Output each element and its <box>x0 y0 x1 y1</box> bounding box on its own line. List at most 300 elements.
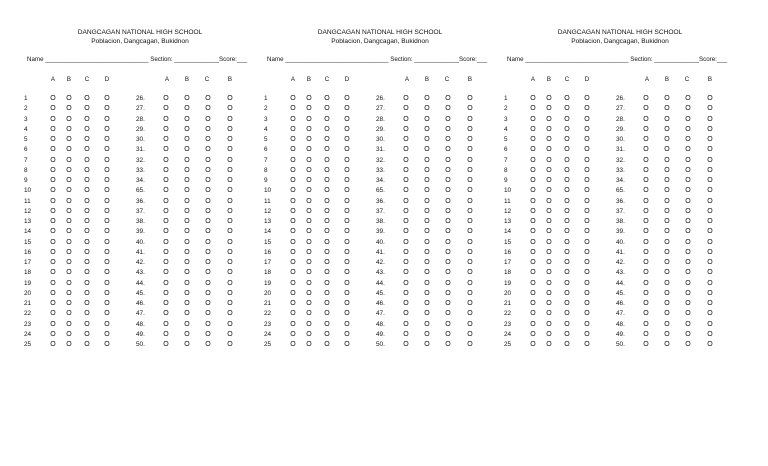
answer-bubble[interactable]: O <box>84 207 90 215</box>
answer-bubble[interactable]: O <box>530 310 536 318</box>
answer-bubble[interactable]: O <box>564 228 570 236</box>
answer-bubble[interactable]: O <box>685 115 691 123</box>
answer-bubble[interactable]: O <box>163 238 169 246</box>
answer-bubble[interactable]: O <box>445 289 451 297</box>
answer-bubble[interactable]: O <box>685 341 691 348</box>
answer-bubble[interactable]: O <box>584 156 590 164</box>
answer-bubble[interactable]: O <box>643 177 649 184</box>
answer-bubble[interactable]: O <box>546 218 552 225</box>
answer-bubble[interactable]: O <box>445 228 451 236</box>
answer-bubble[interactable]: O <box>163 136 169 143</box>
answer-bubble[interactable]: O <box>50 289 56 297</box>
answer-bubble[interactable]: O <box>685 125 691 133</box>
answer-bubble[interactable]: O <box>530 105 536 113</box>
answer-bubble[interactable]: O <box>467 146 473 154</box>
answer-bubble[interactable]: O <box>290 330 296 338</box>
answer-bubble[interactable]: O <box>467 136 473 143</box>
answer-bubble[interactable]: O <box>584 289 590 297</box>
answer-bubble[interactable]: O <box>290 177 296 184</box>
answer-bubble[interactable]: O <box>707 310 713 318</box>
answer-bubble[interactable]: O <box>184 125 190 133</box>
answer-bubble[interactable]: O <box>584 218 590 225</box>
answer-bubble[interactable]: O <box>306 320 312 328</box>
answer-bubble[interactable]: O <box>445 330 451 338</box>
answer-bubble[interactable]: O <box>564 95 570 102</box>
answer-bubble[interactable]: O <box>564 279 570 287</box>
answer-bubble[interactable]: O <box>205 105 211 113</box>
answer-bubble[interactable]: O <box>664 187 670 195</box>
answer-bubble[interactable]: O <box>664 279 670 287</box>
answer-bubble[interactable]: O <box>306 125 312 133</box>
answer-bubble[interactable]: O <box>664 177 670 184</box>
answer-bubble[interactable]: O <box>324 177 330 184</box>
answer-bubble[interactable]: O <box>643 289 649 297</box>
answer-bubble[interactable]: O <box>584 300 590 307</box>
answer-bubble[interactable]: O <box>184 269 190 277</box>
answer-bubble[interactable]: O <box>290 310 296 318</box>
answer-bubble[interactable]: O <box>424 187 430 195</box>
answer-bubble[interactable]: O <box>564 166 570 174</box>
answer-bubble[interactable]: O <box>530 207 536 215</box>
answer-bubble[interactable]: O <box>403 330 409 338</box>
answer-bubble[interactable]: O <box>685 166 691 174</box>
answer-bubble[interactable]: O <box>546 259 552 266</box>
answer-bubble[interactable]: O <box>685 105 691 113</box>
answer-bubble[interactable]: O <box>546 289 552 297</box>
answer-bubble[interactable]: O <box>530 259 536 266</box>
answer-bubble[interactable]: O <box>546 95 552 102</box>
answer-bubble[interactable]: O <box>324 238 330 246</box>
answer-bubble[interactable]: O <box>530 330 536 338</box>
answer-bubble[interactable]: O <box>163 310 169 318</box>
answer-bubble[interactable]: O <box>445 279 451 287</box>
answer-bubble[interactable]: O <box>564 115 570 123</box>
answer-bubble[interactable]: O <box>184 146 190 154</box>
answer-bubble[interactable]: O <box>104 136 110 143</box>
answer-bubble[interactable]: O <box>306 146 312 154</box>
answer-bubble[interactable]: O <box>424 228 430 236</box>
answer-bubble[interactable]: O <box>66 218 72 225</box>
answer-bubble[interactable]: O <box>290 187 296 195</box>
answer-bubble[interactable]: O <box>84 320 90 328</box>
answer-bubble[interactable]: O <box>324 269 330 277</box>
answer-bubble[interactable]: O <box>403 136 409 143</box>
answer-bubble[interactable]: O <box>324 289 330 297</box>
answer-bubble[interactable]: O <box>584 207 590 215</box>
answer-bubble[interactable]: O <box>205 146 211 154</box>
answer-bubble[interactable]: O <box>104 177 110 184</box>
answer-bubble[interactable]: O <box>564 238 570 246</box>
answer-bubble[interactable]: O <box>84 115 90 123</box>
answer-bubble[interactable]: O <box>50 125 56 133</box>
answer-bubble[interactable]: O <box>163 341 169 348</box>
answer-bubble[interactable]: O <box>205 289 211 297</box>
answer-bubble[interactable]: O <box>66 289 72 297</box>
answer-bubble[interactable]: O <box>445 197 451 205</box>
answer-bubble[interactable]: O <box>467 259 473 266</box>
answer-bubble[interactable]: O <box>205 156 211 164</box>
answer-bubble[interactable]: O <box>445 269 451 277</box>
answer-bubble[interactable]: O <box>84 218 90 225</box>
answer-bubble[interactable]: O <box>324 187 330 195</box>
answer-bubble[interactable]: O <box>424 146 430 154</box>
answer-bubble[interactable]: O <box>564 156 570 164</box>
answer-bubble[interactable]: O <box>685 95 691 102</box>
answer-bubble[interactable]: O <box>643 228 649 236</box>
answer-bubble[interactable]: O <box>227 289 233 297</box>
answer-bubble[interactable]: O <box>403 300 409 307</box>
answer-bubble[interactable]: O <box>530 187 536 195</box>
answer-bubble[interactable]: O <box>324 330 330 338</box>
answer-bubble[interactable]: O <box>445 166 451 174</box>
answer-bubble[interactable]: O <box>584 279 590 287</box>
answer-bubble[interactable]: O <box>324 115 330 123</box>
answer-bubble[interactable]: O <box>564 197 570 205</box>
answer-bubble[interactable]: O <box>184 300 190 307</box>
answer-bubble[interactable]: O <box>564 269 570 277</box>
answer-bubble[interactable]: O <box>104 146 110 154</box>
answer-bubble[interactable]: O <box>227 269 233 277</box>
answer-bubble[interactable]: O <box>66 187 72 195</box>
answer-bubble[interactable]: O <box>685 300 691 307</box>
answer-bubble[interactable]: O <box>324 166 330 174</box>
answer-bubble[interactable]: O <box>467 341 473 348</box>
answer-bubble[interactable]: O <box>564 300 570 307</box>
answer-bubble[interactable]: O <box>227 279 233 287</box>
score-field[interactable]: Score:___ <box>459 56 488 63</box>
answer-bubble[interactable]: O <box>205 341 211 348</box>
answer-bubble[interactable]: O <box>66 330 72 338</box>
answer-bubble[interactable]: O <box>104 289 110 297</box>
answer-bubble[interactable]: O <box>50 166 56 174</box>
answer-bubble[interactable]: O <box>467 177 473 184</box>
answer-bubble[interactable]: O <box>306 269 312 277</box>
answer-bubble[interactable]: O <box>530 95 536 102</box>
answer-bubble[interactable]: O <box>424 259 430 266</box>
answer-bubble[interactable]: O <box>163 95 169 102</box>
answer-bubble[interactable]: O <box>50 187 56 195</box>
answer-bubble[interactable]: O <box>306 310 312 318</box>
answer-bubble[interactable]: O <box>163 146 169 154</box>
answer-bubble[interactable]: O <box>546 269 552 277</box>
answer-bubble[interactable]: O <box>445 238 451 246</box>
answer-bubble[interactable]: O <box>445 259 451 266</box>
answer-bubble[interactable]: O <box>306 166 312 174</box>
answer-bubble[interactable]: O <box>685 248 691 256</box>
answer-bubble[interactable]: O <box>306 279 312 287</box>
answer-bubble[interactable]: O <box>163 269 169 277</box>
answer-bubble[interactable]: O <box>530 218 536 225</box>
answer-bubble[interactable]: O <box>163 320 169 328</box>
answer-bubble[interactable]: O <box>184 310 190 318</box>
answer-bubble[interactable]: O <box>227 300 233 307</box>
answer-bubble[interactable]: O <box>66 341 72 348</box>
answer-bubble[interactable]: O <box>403 259 409 266</box>
answer-bubble[interactable]: O <box>66 115 72 123</box>
answer-bubble[interactable]: O <box>643 310 649 318</box>
answer-bubble[interactable]: O <box>84 95 90 102</box>
answer-bubble[interactable]: O <box>344 125 350 133</box>
answer-bubble[interactable]: O <box>584 95 590 102</box>
answer-bubble[interactable]: O <box>324 218 330 225</box>
answer-bubble[interactable]: O <box>685 146 691 154</box>
answer-bubble[interactable]: O <box>643 125 649 133</box>
answer-bubble[interactable]: O <box>84 146 90 154</box>
answer-bubble[interactable]: O <box>163 197 169 205</box>
answer-bubble[interactable]: O <box>290 95 296 102</box>
answer-bubble[interactable]: O <box>66 207 72 215</box>
answer-bubble[interactable]: O <box>424 207 430 215</box>
answer-bubble[interactable]: O <box>584 259 590 266</box>
answer-bubble[interactable]: O <box>643 187 649 195</box>
answer-bubble[interactable]: O <box>290 197 296 205</box>
answer-bubble[interactable]: O <box>290 166 296 174</box>
answer-bubble[interactable]: O <box>643 320 649 328</box>
answer-bubble[interactable]: O <box>205 136 211 143</box>
answer-bubble[interactable]: O <box>643 279 649 287</box>
answer-bubble[interactable]: O <box>344 156 350 164</box>
answer-bubble[interactable]: O <box>104 320 110 328</box>
answer-bubble[interactable]: O <box>184 95 190 102</box>
answer-bubble[interactable]: O <box>564 146 570 154</box>
answer-bubble[interactable]: O <box>205 197 211 205</box>
answer-bubble[interactable]: O <box>306 228 312 236</box>
answer-bubble[interactable]: O <box>163 125 169 133</box>
answer-bubble[interactable]: O <box>344 207 350 215</box>
answer-bubble[interactable]: O <box>403 218 409 225</box>
answer-bubble[interactable]: O <box>403 197 409 205</box>
answer-bubble[interactable]: O <box>324 259 330 266</box>
answer-bubble[interactable]: O <box>584 146 590 154</box>
answer-bubble[interactable]: O <box>290 269 296 277</box>
answer-bubble[interactable]: O <box>685 330 691 338</box>
answer-bubble[interactable]: O <box>227 238 233 246</box>
answer-bubble[interactable]: O <box>66 156 72 164</box>
answer-bubble[interactable]: O <box>104 218 110 225</box>
answer-bubble[interactable]: O <box>424 95 430 102</box>
answer-bubble[interactable]: O <box>50 95 56 102</box>
answer-bubble[interactable]: O <box>403 146 409 154</box>
answer-bubble[interactable]: O <box>66 259 72 266</box>
answer-bubble[interactable]: O <box>104 259 110 266</box>
answer-bubble[interactable]: O <box>84 125 90 133</box>
answer-bubble[interactable]: O <box>643 136 649 143</box>
answer-bubble[interactable]: O <box>530 320 536 328</box>
answer-bubble[interactable]: O <box>344 115 350 123</box>
answer-bubble[interactable]: O <box>50 177 56 184</box>
answer-bubble[interactable]: O <box>66 197 72 205</box>
answer-bubble[interactable]: O <box>546 310 552 318</box>
answer-bubble[interactable]: O <box>290 115 296 123</box>
answer-bubble[interactable]: O <box>467 320 473 328</box>
answer-bubble[interactable]: O <box>324 228 330 236</box>
answer-bubble[interactable]: O <box>306 300 312 307</box>
answer-bubble[interactable]: O <box>403 95 409 102</box>
answer-bubble[interactable]: O <box>104 115 110 123</box>
answer-bubble[interactable]: O <box>707 269 713 277</box>
answer-bubble[interactable]: O <box>66 269 72 277</box>
answer-bubble[interactable]: O <box>424 197 430 205</box>
answer-bubble[interactable]: O <box>344 330 350 338</box>
answer-bubble[interactable]: O <box>467 197 473 205</box>
answer-bubble[interactable]: O <box>344 238 350 246</box>
answer-bubble[interactable]: O <box>445 341 451 348</box>
answer-bubble[interactable]: O <box>184 289 190 297</box>
answer-bubble[interactable]: O <box>445 320 451 328</box>
answer-bubble[interactable]: O <box>84 136 90 143</box>
answer-bubble[interactable]: O <box>546 330 552 338</box>
answer-bubble[interactable]: O <box>424 125 430 133</box>
answer-bubble[interactable]: O <box>643 95 649 102</box>
answer-bubble[interactable]: O <box>403 166 409 174</box>
answer-bubble[interactable]: O <box>344 341 350 348</box>
answer-bubble[interactable]: O <box>66 166 72 174</box>
answer-bubble[interactable]: O <box>584 238 590 246</box>
answer-bubble[interactable]: O <box>685 259 691 266</box>
answer-bubble[interactable]: O <box>84 197 90 205</box>
answer-bubble[interactable]: O <box>50 207 56 215</box>
answer-bubble[interactable]: O <box>344 289 350 297</box>
answer-bubble[interactable]: O <box>707 279 713 287</box>
answer-bubble[interactable]: O <box>546 228 552 236</box>
answer-bubble[interactable]: O <box>546 279 552 287</box>
answer-bubble[interactable]: O <box>184 136 190 143</box>
name-field[interactable]: Name ______________________________ <box>267 56 389 63</box>
answer-bubble[interactable]: O <box>324 156 330 164</box>
answer-bubble[interactable]: O <box>403 320 409 328</box>
answer-bubble[interactable]: O <box>50 238 56 246</box>
answer-bubble[interactable]: O <box>707 115 713 123</box>
answer-bubble[interactable]: O <box>467 207 473 215</box>
answer-bubble[interactable]: O <box>467 238 473 246</box>
answer-bubble[interactable]: O <box>50 156 56 164</box>
answer-bubble[interactable]: O <box>584 105 590 113</box>
answer-bubble[interactable]: O <box>290 300 296 307</box>
answer-bubble[interactable]: O <box>227 177 233 184</box>
answer-bubble[interactable]: O <box>184 228 190 236</box>
answer-bubble[interactable]: O <box>290 228 296 236</box>
answer-bubble[interactable]: O <box>643 218 649 225</box>
answer-bubble[interactable]: O <box>163 218 169 225</box>
answer-bubble[interactable]: O <box>306 248 312 256</box>
answer-bubble[interactable]: O <box>445 300 451 307</box>
answer-bubble[interactable]: O <box>584 248 590 256</box>
answer-bubble[interactable]: O <box>344 95 350 102</box>
answer-bubble[interactable]: O <box>205 320 211 328</box>
answer-bubble[interactable]: O <box>344 177 350 184</box>
answer-bubble[interactable]: O <box>184 166 190 174</box>
answer-bubble[interactable]: O <box>290 259 296 266</box>
answer-bubble[interactable]: O <box>564 330 570 338</box>
section-field[interactable]: Section: _____________ <box>150 56 220 63</box>
answer-bubble[interactable]: O <box>643 300 649 307</box>
answer-bubble[interactable]: O <box>424 269 430 277</box>
answer-bubble[interactable]: O <box>707 238 713 246</box>
section-field[interactable]: Section: _____________ <box>390 56 460 63</box>
answer-bubble[interactable]: O <box>84 156 90 164</box>
answer-bubble[interactable]: O <box>643 341 649 348</box>
answer-bubble[interactable]: O <box>467 300 473 307</box>
answer-bubble[interactable]: O <box>403 105 409 113</box>
answer-bubble[interactable]: O <box>184 259 190 266</box>
answer-bubble[interactable]: O <box>205 300 211 307</box>
answer-bubble[interactable]: O <box>324 248 330 256</box>
answer-bubble[interactable]: O <box>467 187 473 195</box>
answer-bubble[interactable]: O <box>290 248 296 256</box>
answer-bubble[interactable]: O <box>546 146 552 154</box>
answer-bubble[interactable]: O <box>324 105 330 113</box>
answer-bubble[interactable]: O <box>424 105 430 113</box>
answer-bubble[interactable]: O <box>403 115 409 123</box>
answer-bubble[interactable]: O <box>707 95 713 102</box>
answer-bubble[interactable]: O <box>344 197 350 205</box>
answer-bubble[interactable]: O <box>664 95 670 102</box>
answer-bubble[interactable]: O <box>344 105 350 113</box>
answer-bubble[interactable]: O <box>50 330 56 338</box>
answer-bubble[interactable]: O <box>546 125 552 133</box>
answer-bubble[interactable]: O <box>344 248 350 256</box>
answer-bubble[interactable]: O <box>424 310 430 318</box>
answer-bubble[interactable]: O <box>290 146 296 154</box>
answer-bubble[interactable]: O <box>707 146 713 154</box>
answer-bubble[interactable]: O <box>707 166 713 174</box>
answer-bubble[interactable]: O <box>564 320 570 328</box>
answer-bubble[interactable]: O <box>84 166 90 174</box>
answer-bubble[interactable]: O <box>685 310 691 318</box>
answer-bubble[interactable]: O <box>104 166 110 174</box>
answer-bubble[interactable]: O <box>205 218 211 225</box>
answer-bubble[interactable]: O <box>530 269 536 277</box>
answer-bubble[interactable]: O <box>685 197 691 205</box>
name-field[interactable]: Name ______________________________ <box>27 56 149 63</box>
answer-bubble[interactable]: O <box>306 197 312 205</box>
answer-bubble[interactable]: O <box>424 320 430 328</box>
answer-bubble[interactable]: O <box>50 320 56 328</box>
answer-bubble[interactable]: O <box>104 269 110 277</box>
answer-bubble[interactable]: O <box>290 105 296 113</box>
answer-bubble[interactable]: O <box>66 238 72 246</box>
answer-bubble[interactable]: O <box>227 320 233 328</box>
answer-bubble[interactable]: O <box>66 300 72 307</box>
answer-bubble[interactable]: O <box>306 105 312 113</box>
answer-bubble[interactable]: O <box>445 248 451 256</box>
answer-bubble[interactable]: O <box>84 330 90 338</box>
answer-bubble[interactable]: O <box>290 341 296 348</box>
answer-bubble[interactable]: O <box>66 320 72 328</box>
answer-bubble[interactable]: O <box>306 115 312 123</box>
answer-bubble[interactable]: O <box>564 177 570 184</box>
answer-bubble[interactable]: O <box>445 177 451 184</box>
answer-bubble[interactable]: O <box>104 248 110 256</box>
answer-bubble[interactable]: O <box>163 105 169 113</box>
answer-bubble[interactable]: O <box>306 238 312 246</box>
answer-bubble[interactable]: O <box>324 146 330 154</box>
answer-bubble[interactable]: O <box>530 238 536 246</box>
answer-bubble[interactable]: O <box>564 218 570 225</box>
answer-bubble[interactable]: O <box>546 238 552 246</box>
answer-bubble[interactable]: O <box>163 177 169 184</box>
answer-bubble[interactable]: O <box>84 269 90 277</box>
answer-bubble[interactable]: O <box>163 330 169 338</box>
answer-bubble[interactable]: O <box>290 218 296 225</box>
answer-bubble[interactable]: O <box>344 187 350 195</box>
answer-bubble[interactable]: O <box>403 310 409 318</box>
answer-bubble[interactable]: O <box>344 228 350 236</box>
answer-bubble[interactable]: O <box>84 238 90 246</box>
answer-bubble[interactable]: O <box>707 341 713 348</box>
answer-bubble[interactable]: O <box>546 248 552 256</box>
answer-bubble[interactable]: O <box>403 269 409 277</box>
